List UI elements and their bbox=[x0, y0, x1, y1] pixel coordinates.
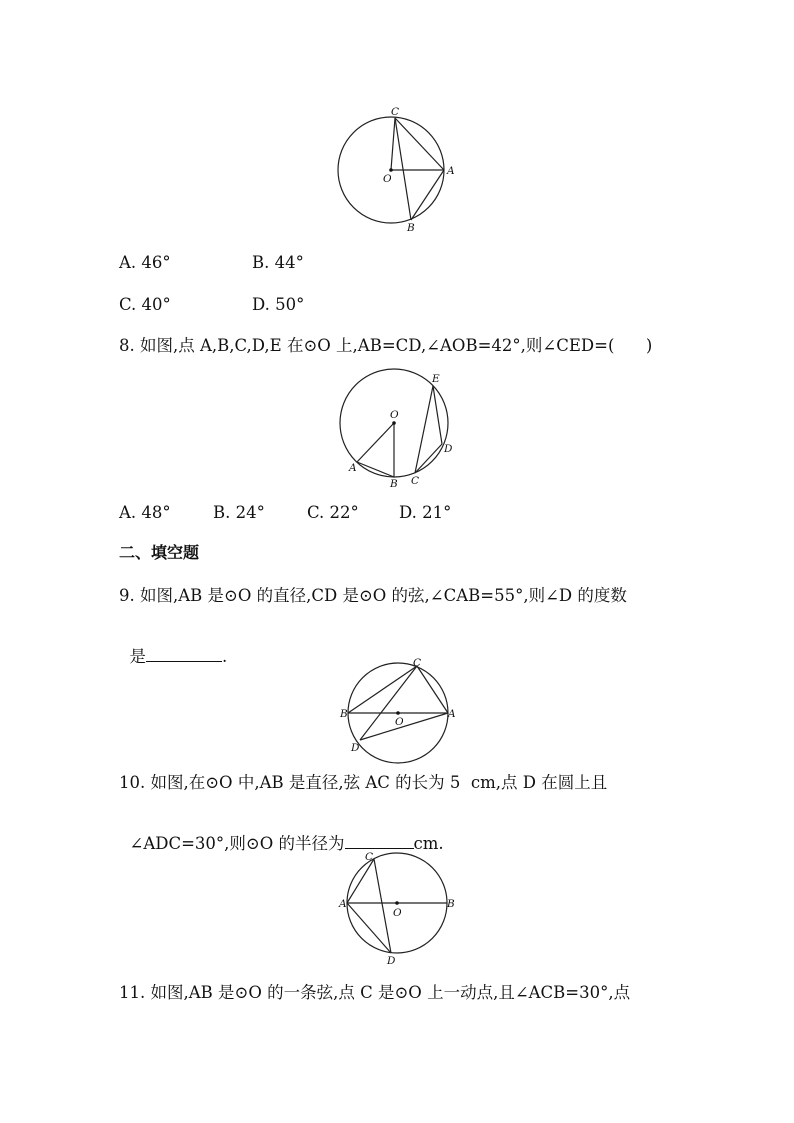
q9-line2-prefix: 是 bbox=[129, 646, 146, 666]
fig8-label-e: E bbox=[432, 373, 440, 385]
fig9-label-c: C bbox=[413, 657, 422, 669]
q8-option-b: B. 24° bbox=[213, 503, 265, 522]
q9-line1: 9. 如图,AB 是⊙O 的直径,CD 是⊙O 的弦,∠CAB=55°,则∠D 的度数 bbox=[119, 586, 627, 605]
fig8-label-o: O bbox=[390, 409, 399, 421]
fig9-label-b: B bbox=[340, 708, 348, 720]
fig7-label-o: O bbox=[383, 173, 392, 185]
figure-q9 bbox=[335, 655, 465, 755]
q10-line2-prefix: ∠ADC=30°,则⊙O 的半径为 bbox=[129, 833, 345, 853]
q9-line2 bbox=[119, 630, 227, 665]
q8-option-d: D. 21° bbox=[399, 503, 452, 522]
q9-answer-blank[interactable] bbox=[146, 647, 222, 662]
figure-q10 bbox=[335, 845, 465, 970]
figure-q8 bbox=[330, 365, 470, 495]
q10-line2-suffix: cm. bbox=[413, 833, 444, 853]
figure-q7 bbox=[320, 100, 470, 240]
fig10-label-c: C bbox=[365, 851, 374, 863]
fig7-label-a: A bbox=[447, 165, 455, 177]
fig8-label-a: A bbox=[349, 462, 357, 474]
q7-option-c: C. 40° bbox=[119, 295, 171, 314]
q8-stem: 8. 如图,点 A,B,C,D,E 在⊙O 上,AB=CD,∠AOB=42°,则∠CED=( ) bbox=[119, 336, 653, 355]
q9-line2-suffix: . bbox=[222, 646, 228, 666]
q10-line1: 10. 如图,在⊙O 中,AB 是直径,弦 AC 的长为 5 cm,点 D 在圆上且 bbox=[119, 773, 608, 792]
fig9-label-d: D bbox=[351, 742, 360, 754]
fig9-label-o: O bbox=[395, 716, 404, 728]
fig8-label-b: B bbox=[390, 478, 398, 490]
q7-option-a: A. 46° bbox=[119, 253, 171, 272]
fig10-label-o: O bbox=[393, 907, 402, 919]
fig9-label-a: A bbox=[448, 708, 456, 720]
fig7-label-c: C bbox=[391, 106, 400, 118]
q7-option-b: B. 44° bbox=[252, 253, 304, 272]
fig10-label-b: B bbox=[447, 898, 455, 910]
fig8-label-d: D bbox=[444, 443, 453, 455]
q11-line1: 11. 如图,AB 是⊙O 的一条弦,点 C 是⊙O 上一动点,且∠ACB=30°,点 bbox=[119, 983, 631, 1002]
fig8-label-c: C bbox=[411, 475, 420, 487]
q8-option-a: A. 48° bbox=[119, 503, 171, 522]
q7-option-d: D. 50° bbox=[252, 295, 305, 314]
q8-option-c: C. 22° bbox=[307, 503, 359, 522]
section-title: 二、填空题 bbox=[119, 543, 200, 562]
fig10-label-d: D bbox=[387, 955, 396, 967]
fig10-label-a: A bbox=[339, 898, 347, 910]
fig7-label-b: B bbox=[407, 222, 415, 234]
